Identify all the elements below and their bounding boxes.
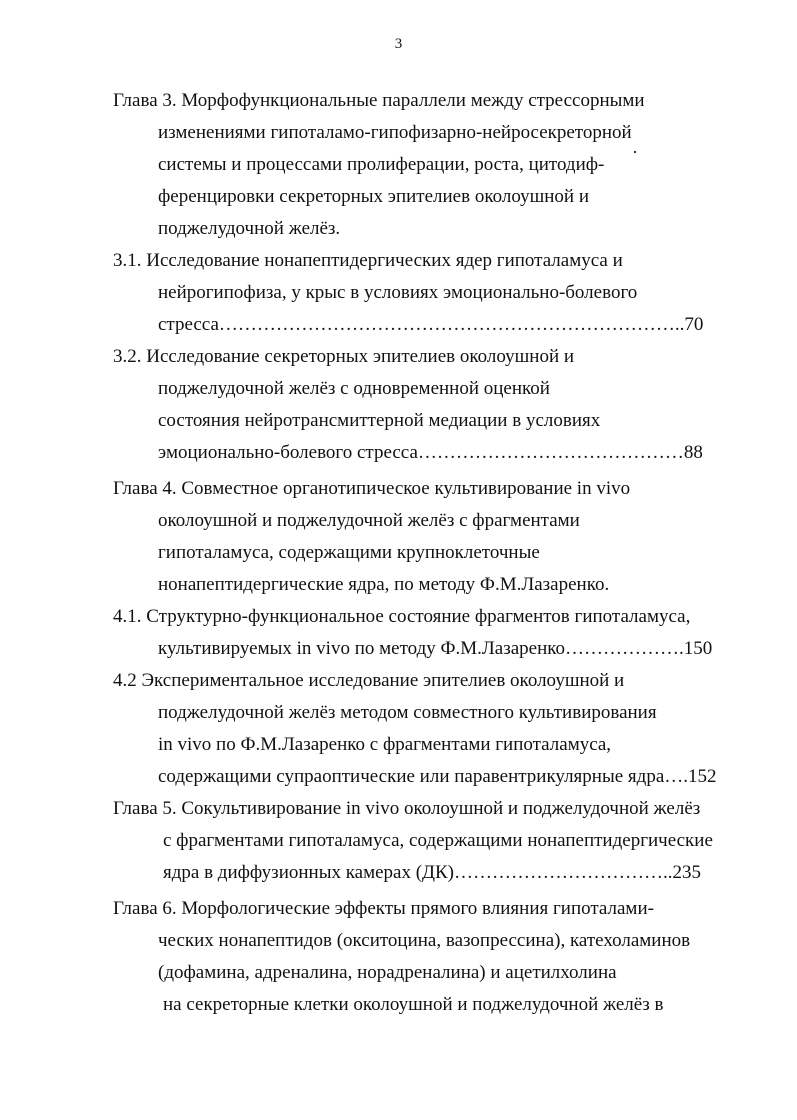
toc-line: 3.1. Исследование нонапептидергических ядер гипоталамуса и: [113, 250, 623, 271]
toc-line: системы и процессами пролиферации, роста, цитодиф-: [158, 154, 605, 175]
toc-line: околоушной и поджелудочной желёз с фрагментами: [158, 510, 580, 531]
toc-line: ядра в диффузионных камерах (ДК)……………………………..235: [163, 862, 702, 883]
toc-line: Глава 6. Морфологические эффекты прямого влияния гипоталами-: [113, 898, 654, 919]
stray-mark: [634, 151, 636, 153]
toc-line: 4.2 Экспериментальное исследование эпителиев околоушной и: [113, 670, 625, 691]
page-number: 3: [394, 36, 403, 52]
toc-line: эмоционально-болевого стресса……………………………………88: [158, 442, 703, 463]
toc-line: гипоталамуса, содержащими крупноклеточные: [158, 542, 540, 563]
toc-line: (дофамина, адреналина, норадреналина) и ацетилхолина: [158, 962, 617, 983]
toc-line: с фрагментами гипоталамуса, содержащими нонапептидергические: [163, 830, 713, 851]
toc-line: 3.2. Исследование секреторных эпителиев околоушной и: [113, 346, 575, 367]
toc-line: ференцировки секреторных эпителиев околоушной и: [158, 186, 589, 207]
toc-line: Глава 4. Совместное органотипическое культивирование in vivo: [113, 478, 631, 499]
toc-line: in vivo по Ф.М.Лазаренко с фрагментами гипоталамуса,: [158, 734, 612, 755]
toc-line: ческих нонапептидов (окситоцина, вазопрессина), катехоламинов: [158, 930, 691, 951]
toc-line: культивируемых in vivo по методу Ф.М.Лазаренко……………….150: [158, 638, 713, 659]
toc-line: изменениями гипоталамо-гипофизарно-нейросекреторной: [158, 122, 632, 143]
toc-line: Глава 3. Морфофункциональные параллели между стрессорными: [113, 90, 645, 111]
toc-line: Глава 5. Сокультивирование in vivo околоушной и поджелудочной желёз: [113, 798, 701, 819]
toc-line: нонапептидергические ядра, по методу Ф.М.Лазаренко.: [158, 574, 610, 595]
toc-line: нейрогипофиза, у крыс в условиях эмоционально-болевого: [158, 282, 638, 303]
toc-line: поджелудочной желёз.: [158, 218, 341, 239]
toc-line: на секреторные клетки околоушной и поджелудочной желёз в: [163, 994, 664, 1015]
toc-line: состояния нейротрансмиттерной медиации в условиях: [158, 410, 601, 431]
toc-line: поджелудочной желёз с одновременной оценкой: [158, 378, 550, 399]
toc-line: содержащими супраоптические или паравентрикулярные ядра….152: [158, 766, 717, 787]
toc-line: стресса………………………………………………………………..70: [158, 314, 704, 335]
toc-line: 4.1. Структурно-функциональное состояние фрагментов гипоталамуса,: [113, 606, 691, 627]
toc-line: поджелудочной желёз методом совместного культивирования: [158, 702, 657, 723]
